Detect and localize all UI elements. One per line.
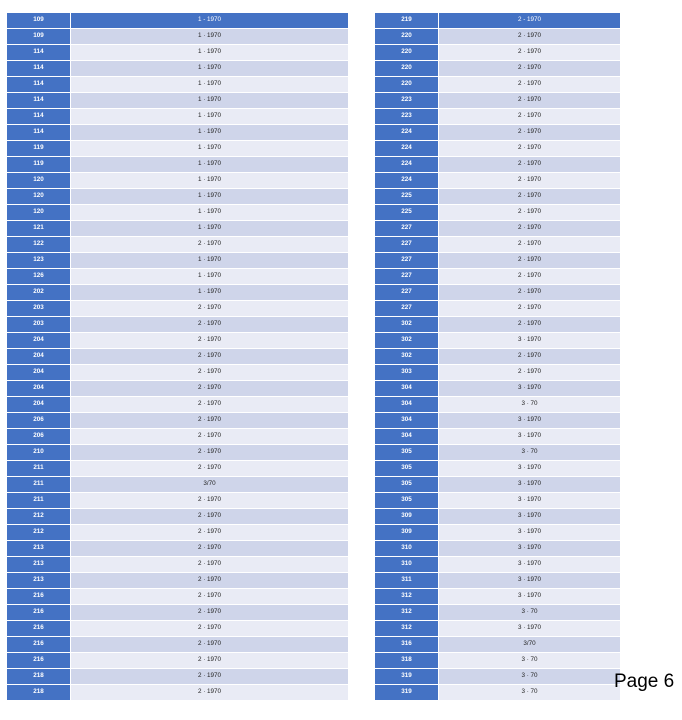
table-row — [7, 685, 348, 701]
room-number-cell: 302 — [375, 349, 439, 364]
table-row — [7, 221, 348, 237]
table-row — [375, 253, 620, 269]
date-cell: 2 · 1970 — [439, 61, 620, 76]
table-row — [7, 45, 348, 61]
date-cell: 3 · 1970 — [439, 589, 620, 604]
room-number-cell: 216 — [7, 621, 71, 636]
room-number-cell: 114 — [7, 93, 71, 108]
date-cell: 3 · 1970 — [439, 381, 620, 396]
table-row — [375, 461, 620, 477]
date-cell: 3 · 70 — [439, 445, 620, 460]
date-cell: 2 · 1970 — [71, 429, 348, 444]
table-row — [7, 461, 348, 477]
room-number-cell: 210 — [7, 445, 71, 460]
table-header-row — [375, 13, 620, 29]
table-row — [7, 525, 348, 541]
date-cell: 2 · 1970 — [71, 557, 348, 572]
table-row — [375, 77, 620, 93]
table-row — [7, 285, 348, 301]
date-cell: 3 · 1970 — [439, 509, 620, 524]
date-cell: 3 · 70 — [439, 653, 620, 668]
date-cell: 3 · 70 — [439, 669, 620, 684]
table-row — [375, 653, 620, 669]
table-row — [7, 317, 348, 333]
room-number-cell: 204 — [7, 365, 71, 380]
table-row — [7, 397, 348, 413]
table-row — [7, 189, 348, 205]
table-row — [375, 141, 620, 157]
date-cell: 2 · 1970 — [71, 301, 348, 316]
table-row — [375, 429, 620, 445]
room-number-cell: 224 — [375, 141, 439, 156]
date-cell: 2 · 1970 — [71, 237, 348, 252]
room-number-cell: 216 — [7, 653, 71, 668]
date-cell: 2 · 1970 — [439, 237, 620, 252]
table-row — [375, 157, 620, 173]
date-cell: 1 · 1970 — [71, 173, 348, 188]
room-number-cell: 119 — [7, 157, 71, 172]
table-row — [7, 605, 348, 621]
date-cell: 2 · 1970 — [71, 589, 348, 604]
table-row — [375, 61, 620, 77]
table-row — [7, 493, 348, 509]
date-cell: 3 · 1970 — [439, 573, 620, 588]
table-row — [375, 269, 620, 285]
room-number-cell: 309 — [375, 509, 439, 524]
room-number-cell: 204 — [7, 349, 71, 364]
date-cell: 2 · 1970 — [439, 125, 620, 140]
room-number-cell: 302 — [375, 333, 439, 348]
table-row — [7, 445, 348, 461]
room-number-cell: 204 — [7, 397, 71, 412]
date-cell: 1 · 1970 — [71, 221, 348, 236]
date-cell: 2 · 1970 — [71, 461, 348, 476]
table-row — [375, 109, 620, 125]
date-cell: 2 · 1970 — [439, 77, 620, 92]
room-number-cell: 223 — [375, 109, 439, 124]
date-cell: 2 · 1970 — [439, 365, 620, 380]
date-cell: 3/70 — [71, 477, 348, 492]
date-cell: 3 · 1970 — [439, 333, 620, 348]
room-number-cell: 223 — [375, 93, 439, 108]
date-cell: 2 · 1970 — [439, 157, 620, 172]
room-number-cell: 304 — [375, 397, 439, 412]
date-cell: 2 · 1970 — [439, 301, 620, 316]
room-number-cell: 218 — [7, 669, 71, 684]
table-row — [7, 269, 348, 285]
room-number-cell: 304 — [375, 381, 439, 396]
date-cell: 1 · 1970 — [71, 205, 348, 220]
date-cell: 2 · 1970 — [439, 349, 620, 364]
room-number-cell: 224 — [375, 173, 439, 188]
date-cell: 2 · 1970 — [71, 317, 348, 332]
table-row — [7, 365, 348, 381]
table-row — [375, 493, 620, 509]
date-cell: 2 · 1970 — [71, 685, 348, 700]
table-row — [375, 605, 620, 621]
table-row — [7, 573, 348, 589]
table-row — [375, 317, 620, 333]
date-cell: 2 · 1970 — [71, 637, 348, 652]
date-cell: 3 · 70 — [439, 397, 620, 412]
table-row — [375, 365, 620, 381]
room-number-cell: 303 — [375, 365, 439, 380]
table-row — [7, 77, 348, 93]
room-number-cell: 319 — [375, 669, 439, 684]
date-cell: 2 · 1970 — [71, 493, 348, 508]
date-cell: 2 · 1970 — [439, 93, 620, 108]
room-number-cell: 220 — [375, 29, 439, 44]
right-table — [375, 13, 620, 701]
table-row — [375, 477, 620, 493]
date-cell: 2 · 1970 — [71, 365, 348, 380]
date-cell: 2 · 1970 — [439, 29, 620, 44]
room-number-cell: 224 — [375, 157, 439, 172]
room-number-cell: 109 — [7, 13, 71, 28]
table-row — [7, 349, 348, 365]
room-number-cell: 211 — [7, 461, 71, 476]
date-cell: 3 · 1970 — [439, 621, 620, 636]
room-number-cell: 304 — [375, 429, 439, 444]
table-row — [7, 429, 348, 445]
date-cell: 2 · 1970 — [71, 605, 348, 620]
table-row — [7, 413, 348, 429]
date-cell: 3 · 1970 — [439, 429, 620, 444]
room-number-cell: 206 — [7, 413, 71, 428]
table-row — [375, 541, 620, 557]
date-cell: 2 · 1970 — [71, 349, 348, 364]
date-cell: 2 · 1970 — [71, 509, 348, 524]
date-cell: 2 · 1970 — [439, 45, 620, 60]
date-cell: 2 · 1970 — [71, 525, 348, 540]
date-cell: 1 · 1970 — [71, 61, 348, 76]
table-row — [375, 285, 620, 301]
page-number: Page 6 — [614, 671, 675, 692]
room-number-cell: 312 — [375, 605, 439, 620]
table-row — [375, 381, 620, 397]
table-row — [375, 637, 620, 653]
date-cell: 3 · 1970 — [439, 541, 620, 556]
table-row — [375, 237, 620, 253]
table-row — [375, 221, 620, 237]
table-row — [375, 509, 620, 525]
room-number-cell: 204 — [7, 333, 71, 348]
room-number-cell: 216 — [7, 605, 71, 620]
date-cell: 1 · 1970 — [71, 45, 348, 60]
room-number-cell: 312 — [375, 589, 439, 604]
table-row — [7, 93, 348, 109]
room-number-cell: 310 — [375, 541, 439, 556]
room-number-cell: 212 — [7, 525, 71, 540]
table-row — [375, 173, 620, 189]
room-number-cell: 227 — [375, 237, 439, 252]
date-cell: 2 · 1970 — [71, 669, 348, 684]
date-cell: 2 · 1970 — [439, 285, 620, 300]
room-number-cell: 121 — [7, 221, 71, 236]
room-number-cell: 109 — [7, 29, 71, 44]
date-cell: 3 · 70 — [439, 605, 620, 620]
room-number-cell: 213 — [7, 557, 71, 572]
room-number-cell: 203 — [7, 317, 71, 332]
room-number-cell: 316 — [375, 637, 439, 652]
date-cell: 2 · 1970 — [71, 621, 348, 636]
room-number-cell: 305 — [375, 445, 439, 460]
date-cell: 2 · 1970 — [439, 205, 620, 220]
table-row — [7, 141, 348, 157]
date-cell: 1 · 1970 — [71, 269, 348, 284]
left-table — [7, 13, 348, 701]
room-number-cell: 114 — [7, 125, 71, 140]
date-cell: 2 · 1970 — [71, 413, 348, 428]
table-row — [7, 301, 348, 317]
table-row — [7, 669, 348, 685]
room-number-cell: 225 — [375, 205, 439, 220]
table-row — [375, 413, 620, 429]
date-cell: 2 · 1970 — [71, 573, 348, 588]
room-number-cell: 213 — [7, 573, 71, 588]
room-number-cell: 305 — [375, 461, 439, 476]
table-row — [7, 589, 348, 605]
date-cell: 1 · 1970 — [71, 285, 348, 300]
date-cell: 2 · 1970 — [71, 381, 348, 396]
room-number-cell: 318 — [375, 653, 439, 668]
table-row — [375, 333, 620, 349]
date-cell: 2 · 1970 — [71, 445, 348, 460]
table-row — [375, 301, 620, 317]
table-row — [375, 349, 620, 365]
date-cell: 1 - 1970 — [71, 13, 348, 28]
room-number-cell: 216 — [7, 637, 71, 652]
room-number-cell: 202 — [7, 285, 71, 300]
table-row — [7, 653, 348, 669]
date-cell: 1 · 1970 — [71, 141, 348, 156]
room-number-cell: 310 — [375, 557, 439, 572]
room-number-cell: 319 — [375, 685, 439, 700]
table-row — [375, 45, 620, 61]
table-row — [7, 477, 348, 493]
date-cell: 2 - 1970 — [439, 13, 620, 28]
date-cell: 3 · 1970 — [439, 493, 620, 508]
table-row — [7, 637, 348, 653]
date-cell: 2 · 1970 — [439, 141, 620, 156]
date-cell: 1 · 1970 — [71, 157, 348, 172]
table-row — [7, 173, 348, 189]
table-row — [375, 669, 620, 685]
room-number-cell: 227 — [375, 221, 439, 236]
date-cell: 2 · 1970 — [71, 397, 348, 412]
date-cell: 2 · 1970 — [439, 221, 620, 236]
table-row — [7, 381, 348, 397]
room-number-cell: 119 — [7, 141, 71, 156]
date-cell: 3 · 1970 — [439, 461, 620, 476]
room-number-cell: 305 — [375, 477, 439, 492]
table-row — [375, 621, 620, 637]
table-row — [375, 557, 620, 573]
room-number-cell: 211 — [7, 477, 71, 492]
room-number-cell: 220 — [375, 61, 439, 76]
room-number-cell: 120 — [7, 173, 71, 188]
table-row — [7, 541, 348, 557]
table-row — [7, 237, 348, 253]
table-row — [375, 205, 620, 221]
table-row — [7, 61, 348, 77]
table-header-row — [7, 13, 348, 29]
room-number-cell: 122 — [7, 237, 71, 252]
date-cell: 1 · 1970 — [71, 189, 348, 204]
table-row — [7, 109, 348, 125]
room-number-cell: 220 — [375, 77, 439, 92]
date-cell: 2 · 1970 — [439, 253, 620, 268]
room-number-cell: 114 — [7, 109, 71, 124]
date-cell: 2 · 1970 — [439, 173, 620, 188]
table-row — [375, 397, 620, 413]
room-number-cell: 114 — [7, 45, 71, 60]
room-number-cell: 114 — [7, 77, 71, 92]
room-number-cell: 304 — [375, 413, 439, 428]
date-cell: 3 · 1970 — [439, 413, 620, 428]
table-row — [7, 621, 348, 637]
date-cell: 2 · 1970 — [439, 317, 620, 332]
room-number-cell: 218 — [7, 685, 71, 700]
table-row — [7, 253, 348, 269]
table-row — [375, 445, 620, 461]
table-row — [7, 125, 348, 141]
table-row — [7, 29, 348, 45]
table-row — [375, 573, 620, 589]
table-row — [375, 525, 620, 541]
room-number-cell: 220 — [375, 45, 439, 60]
date-cell: 1 · 1970 — [71, 125, 348, 140]
room-number-cell: 212 — [7, 509, 71, 524]
room-number-cell: 224 — [375, 125, 439, 140]
date-cell: 1 · 1970 — [71, 77, 348, 92]
room-number-cell: 227 — [375, 301, 439, 316]
room-number-cell: 211 — [7, 493, 71, 508]
room-number-cell: 126 — [7, 269, 71, 284]
date-cell: 1 · 1970 — [71, 93, 348, 108]
room-number-cell: 305 — [375, 493, 439, 508]
date-cell: 3/70 — [439, 637, 620, 652]
date-cell: 1 · 1970 — [71, 109, 348, 124]
date-cell: 2 · 1970 — [439, 189, 620, 204]
table-row — [375, 125, 620, 141]
date-cell: 1 · 1970 — [71, 29, 348, 44]
date-cell: 2 · 1970 — [71, 541, 348, 556]
room-number-cell: 213 — [7, 541, 71, 556]
room-number-cell: 312 — [375, 621, 439, 636]
room-number-cell: 227 — [375, 269, 439, 284]
room-number-cell: 123 — [7, 253, 71, 268]
date-cell: 1 · 1970 — [71, 253, 348, 268]
table-row — [375, 29, 620, 45]
table-row — [7, 509, 348, 525]
table-row — [375, 589, 620, 605]
room-number-cell: 120 — [7, 205, 71, 220]
date-cell: 3 · 1970 — [439, 477, 620, 492]
table-row — [375, 93, 620, 109]
room-number-cell: 219 — [375, 13, 439, 28]
date-cell: 2 · 1970 — [71, 333, 348, 348]
room-number-cell: 204 — [7, 381, 71, 396]
room-number-cell: 309 — [375, 525, 439, 540]
room-number-cell: 227 — [375, 285, 439, 300]
room-number-cell: 203 — [7, 301, 71, 316]
room-number-cell: 302 — [375, 317, 439, 332]
date-cell: 2 · 1970 — [439, 269, 620, 284]
room-number-cell: 216 — [7, 589, 71, 604]
table-row — [7, 333, 348, 349]
room-number-cell: 311 — [375, 573, 439, 588]
room-number-cell: 114 — [7, 61, 71, 76]
date-cell: 3 · 70 — [439, 685, 620, 700]
room-number-cell: 206 — [7, 429, 71, 444]
room-number-cell: 225 — [375, 189, 439, 204]
table-row — [7, 205, 348, 221]
date-cell: 3 · 1970 — [439, 557, 620, 572]
room-number-cell: 120 — [7, 189, 71, 204]
table-row — [7, 557, 348, 573]
date-cell: 2 · 1970 — [439, 109, 620, 124]
room-number-cell: 227 — [375, 253, 439, 268]
date-cell: 2 · 1970 — [71, 653, 348, 668]
table-row — [375, 685, 620, 701]
table-row — [375, 189, 620, 205]
table-row — [7, 157, 348, 173]
date-cell: 3 · 1970 — [439, 525, 620, 540]
